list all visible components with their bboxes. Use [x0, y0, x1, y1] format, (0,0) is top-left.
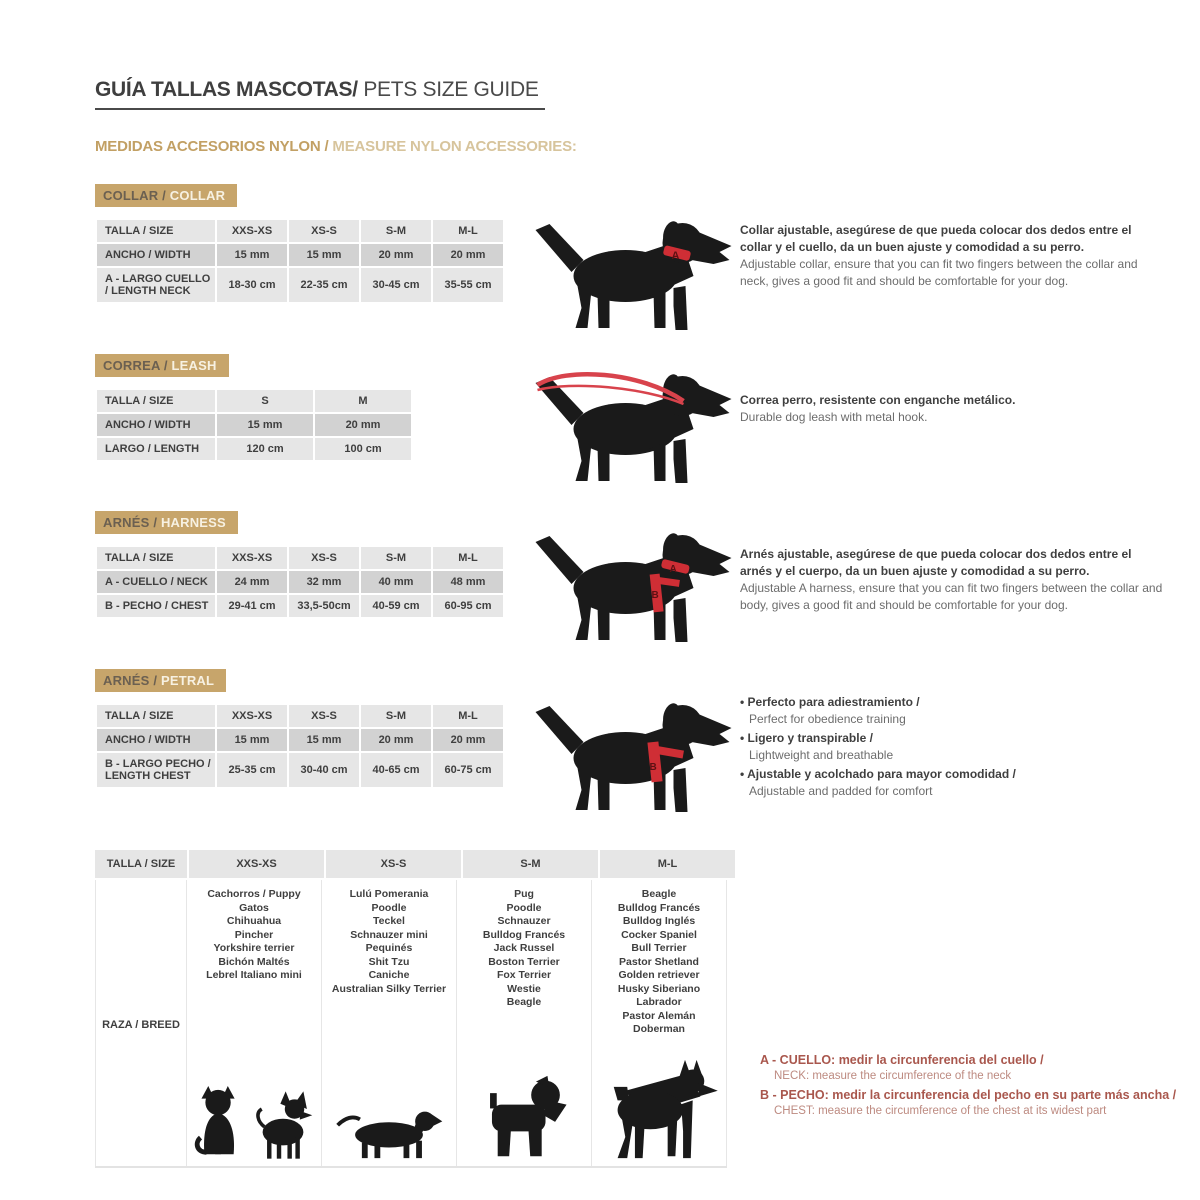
- breed-item: Bichón Maltés: [218, 955, 290, 968]
- breed-list: [324, 888, 454, 996]
- breed-item: Chihuahua: [226, 915, 282, 927]
- header-cell: S-M: [361, 705, 431, 727]
- bullet-es: Ligero y transpirable /: [747, 731, 873, 745]
- label-cell: B - PECHO / CHEST: [97, 595, 215, 617]
- table-row: [97, 244, 503, 266]
- note-en: NECK: measure the circumference of the neck: [774, 1070, 1012, 1082]
- value-cell: 40 mm: [361, 571, 431, 593]
- header-cell: XXS-XS: [217, 547, 287, 569]
- breed-item: Caniche: [368, 969, 410, 981]
- petral-size-table: [95, 703, 505, 789]
- leash-desc-es: Correa perro, resistente con enganche metálico.: [740, 393, 1016, 407]
- table-row: [97, 595, 503, 617]
- breed-item: Cachorros / Puppy: [207, 888, 301, 900]
- breed-table: [95, 850, 727, 1168]
- breed-item: Lulú Pomerania: [349, 888, 429, 900]
- page-subtitle-en: MEASURE NYLON ACCESSORIES:: [332, 138, 577, 155]
- breed-item: Teckel: [373, 915, 405, 927]
- table-row: [97, 414, 411, 436]
- bullet-es: Ajustable y acolchado para mayor comodidad /: [747, 767, 1016, 781]
- page-subtitle: [95, 138, 577, 155]
- label-cell: ANCHO / WIDTH: [97, 729, 215, 751]
- badge-label-en: LEASH: [171, 358, 217, 373]
- cat-silhouette: [194, 1084, 246, 1162]
- value-cell: 33,5-50cm: [289, 595, 359, 617]
- collar-section-badge: [95, 184, 237, 207]
- harness-section-badge: [95, 511, 238, 534]
- value-cell: 40-65 cm: [361, 753, 431, 787]
- header-cell: S-M: [463, 850, 598, 878]
- breed-item: Pug: [514, 888, 534, 900]
- value-cell: 15 mm: [217, 244, 287, 266]
- breed-item: Pequinés: [365, 942, 413, 954]
- collar-desc-es: Collar ajustable, asegúrese de que pueda colocar dos dedos entre el collar y el cuello, da un buen ajuste y comodidad a su perro.: [740, 223, 1132, 254]
- breed-item: Bulldog Inglés: [622, 915, 696, 927]
- breed-list: [459, 888, 589, 1010]
- badge-label-en: HARNESS: [160, 515, 226, 530]
- breed-item: Lebrel Italiano mini: [206, 969, 302, 981]
- value-cell: 22-35 cm: [289, 268, 359, 302]
- doberman-silhouette: [600, 1058, 718, 1162]
- value-cell: 15 mm: [289, 729, 359, 751]
- dog-collar-figure: [533, 210, 738, 335]
- bullet-item: • Ajustable y acolchado para mayor comodidad /: [740, 767, 1016, 781]
- breed-item: Australian Silky Terrier: [331, 982, 447, 995]
- table-row: [97, 729, 503, 751]
- value-cell: 100 cm: [315, 438, 411, 460]
- harness-desc-en: Adjustable A harness, ensure that you can fit two fingers between the collar and body, gives a good fit and should be comfortable for your dog.: [740, 581, 1163, 612]
- breed-item: Doberman: [633, 1023, 685, 1035]
- header-cell: XS-S: [289, 705, 359, 727]
- label-cell: ANCHO / WIDTH: [97, 414, 215, 436]
- breed-item: Pastor Alemán: [622, 1009, 696, 1022]
- bullet-en: Adjustable and padded for comfort: [749, 784, 933, 798]
- table-row: [97, 571, 503, 593]
- header-cell: XXS-XS: [217, 705, 287, 727]
- petral-section-badge: [95, 669, 226, 692]
- header-cell: S-M: [361, 220, 431, 242]
- value-cell: 32 mm: [289, 571, 359, 593]
- leash-desc-en: Durable dog leash with metal hook.: [740, 410, 928, 424]
- svg-text:B: B: [649, 762, 657, 773]
- label-cell: LARGO / LENGTH: [97, 438, 215, 460]
- value-cell: 35-55 cm: [433, 268, 503, 302]
- header-cell: XXS-XS: [217, 220, 287, 242]
- value-cell: 20 mm: [361, 244, 431, 266]
- leash-size-table: [95, 388, 413, 462]
- value-cell: 20 mm: [433, 244, 503, 266]
- value-cell: 15 mm: [217, 414, 313, 436]
- svg-text:A: A: [671, 250, 680, 262]
- bullet-en: Perfect for obedience training: [749, 712, 906, 726]
- breed-col-xs-s: [322, 880, 457, 1166]
- breed-item: Jack Russel: [493, 942, 555, 954]
- breed-item: Labrador: [636, 996, 682, 1008]
- breed-item: Fox Terrier: [496, 969, 552, 981]
- svg-text:B: B: [651, 590, 659, 601]
- breed-item: Poodle: [506, 901, 542, 914]
- breed-item: Yorkshire terrier: [213, 942, 295, 954]
- table-header-row: [97, 220, 503, 242]
- breed-list: [594, 888, 724, 1037]
- harness-description: [740, 546, 1164, 614]
- header-cell: M-L: [600, 850, 735, 878]
- header-cell: TALLA / SIZE: [97, 705, 215, 727]
- breed-item: Bull Terrier: [631, 942, 687, 954]
- svg-text:A: A: [669, 564, 677, 575]
- breed-item: Pastor Shetland: [619, 955, 699, 968]
- value-cell: 18-30 cm: [217, 268, 287, 302]
- collar-size-table: [95, 218, 505, 304]
- header-cell: M: [315, 390, 411, 412]
- header-cell: XS-S: [289, 220, 359, 242]
- collar-description: [740, 222, 1164, 290]
- value-cell: 48 mm: [433, 571, 503, 593]
- label-cell: A - CUELLO / NECK: [97, 571, 215, 593]
- chihuahua-silhouette: [252, 1088, 314, 1162]
- dachshund-silhouette: [335, 1100, 443, 1162]
- header-cell: S-M: [361, 547, 431, 569]
- petral-bullets: [740, 694, 1164, 802]
- header-cell: TALLA / SIZE: [97, 390, 215, 412]
- breed-col-s-m: [457, 880, 592, 1166]
- leash-description: [740, 392, 1164, 426]
- value-cell: 30-45 cm: [361, 268, 431, 302]
- badge-label-es: ARNÉS /: [103, 515, 161, 530]
- value-cell: 29-41 cm: [217, 595, 287, 617]
- dog-petral-figure: [533, 692, 738, 817]
- header-cell: TALLA / SIZE: [97, 220, 215, 242]
- page-title-en: PETS SIZE GUIDE: [357, 78, 539, 101]
- page-title-es: GUÍA TALLAS MASCOTAS/: [95, 78, 358, 101]
- breed-item: Schnauzer mini: [350, 928, 428, 941]
- breed-row-label: RAZA / BREED: [95, 880, 187, 1166]
- breed-item: Westie: [507, 982, 541, 995]
- value-cell: 24 mm: [217, 571, 287, 593]
- badge-label-es: CORREA /: [103, 358, 172, 373]
- breed-item: Bulldog Francés: [482, 928, 566, 941]
- breed-col-xxs-xs: [187, 880, 322, 1166]
- bullet-item: • Ligero y transpirable /: [740, 731, 873, 745]
- label-cell: B - LARGO PECHO / LENGTH CHEST: [97, 753, 215, 787]
- breed-table-body: [95, 880, 727, 1168]
- breed-item: Gatos: [239, 901, 269, 914]
- breed-item: Schnauzer: [497, 915, 551, 927]
- bullet-en: Lightweight and breathable: [749, 748, 894, 762]
- table-row: [97, 268, 503, 302]
- harness-size-table: [95, 545, 505, 619]
- header-cell: XS-S: [289, 547, 359, 569]
- breed-item: Boston Terrier: [488, 955, 560, 968]
- note-en: CHEST: measure the circumference of the chest at its widest part: [774, 1105, 1107, 1117]
- dog-harness-figure: [533, 522, 738, 647]
- value-cell: 20 mm: [433, 729, 503, 751]
- header-cell: S: [217, 390, 313, 412]
- header-cell: M-L: [433, 705, 503, 727]
- breed-item: Shit Tzu: [368, 955, 410, 968]
- harness-desc-es: Arnés ajustable, asegúrese de que pueda colocar dos dedos entre el arnés y el cuerpo, da un buen ajuste y comodidad a su perro.: [740, 547, 1132, 578]
- breed-item: Beagle: [641, 888, 677, 900]
- label-cell: ANCHO / WIDTH: [97, 244, 215, 266]
- badge-label-es: ARNÉS /: [103, 673, 161, 688]
- measurement-notes: [760, 1052, 1190, 1122]
- value-cell: 20 mm: [315, 414, 411, 436]
- bullet-item: • Perfecto para adiestramiento /: [740, 695, 920, 709]
- header-cell: TALLA / SIZE: [95, 850, 187, 878]
- value-cell: 60-95 cm: [433, 595, 503, 617]
- value-cell: 120 cm: [217, 438, 313, 460]
- breed-col-m-l: [592, 880, 727, 1166]
- table-row: [97, 753, 503, 787]
- page-title: [95, 78, 545, 110]
- leash-section-badge: [95, 354, 229, 377]
- note-es: A - CUELLO: medir la circunferencia del cuello /: [760, 1053, 1044, 1067]
- table-header-row: [97, 390, 411, 412]
- breed-list: [189, 888, 319, 983]
- value-cell: 30-40 cm: [289, 753, 359, 787]
- breed-item: Bulldog Francés: [617, 901, 701, 914]
- table-header-row: [97, 547, 503, 569]
- table-row: [97, 438, 411, 460]
- label-cell: A - LARGO CUELLO / LENGTH NECK: [97, 268, 215, 302]
- value-cell: 40-59 cm: [361, 595, 431, 617]
- value-cell: 25-35 cm: [217, 753, 287, 787]
- value-cell: 60-75 cm: [433, 753, 503, 787]
- breed-item: Husky Siberiano: [617, 982, 701, 995]
- breed-item: Golden retriever: [618, 969, 700, 981]
- header-cell: XXS-XS: [189, 850, 324, 878]
- breed-item: Poodle: [371, 901, 407, 914]
- breed-table-header: [95, 850, 727, 878]
- page-subtitle-es: MEDIDAS ACCESORIOS NYLON /: [95, 138, 333, 155]
- breed-item: Beagle: [506, 996, 542, 1008]
- value-cell: 15 mm: [289, 244, 359, 266]
- header-cell: XS-S: [326, 850, 461, 878]
- breed-item: Pincher: [234, 928, 274, 941]
- value-cell: 20 mm: [361, 729, 431, 751]
- header-cell: TALLA / SIZE: [97, 547, 215, 569]
- note-es: B - PECHO: medir la circunferencia del pecho en su parte más ancha /: [760, 1088, 1177, 1102]
- badge-label-es: COLLAR /: [103, 188, 170, 203]
- value-cell: 15 mm: [217, 729, 287, 751]
- bullet-es: Perfecto para adiestramiento /: [747, 695, 920, 709]
- header-cell: M-L: [433, 547, 503, 569]
- badge-label-en: COLLAR: [169, 188, 226, 203]
- dog-leash-figure: [533, 363, 738, 488]
- collar-desc-en: Adjustable collar, ensure that you can fit two fingers between the collar and neck, gives a good fit and should be comfortable for your dog.: [740, 257, 1138, 288]
- badge-label-en: PETRAL: [160, 673, 215, 688]
- schnauzer-silhouette: [478, 1074, 570, 1162]
- breed-item: Cocker Spaniel: [621, 928, 697, 941]
- table-header-row: [97, 705, 503, 727]
- header-cell: M-L: [433, 220, 503, 242]
